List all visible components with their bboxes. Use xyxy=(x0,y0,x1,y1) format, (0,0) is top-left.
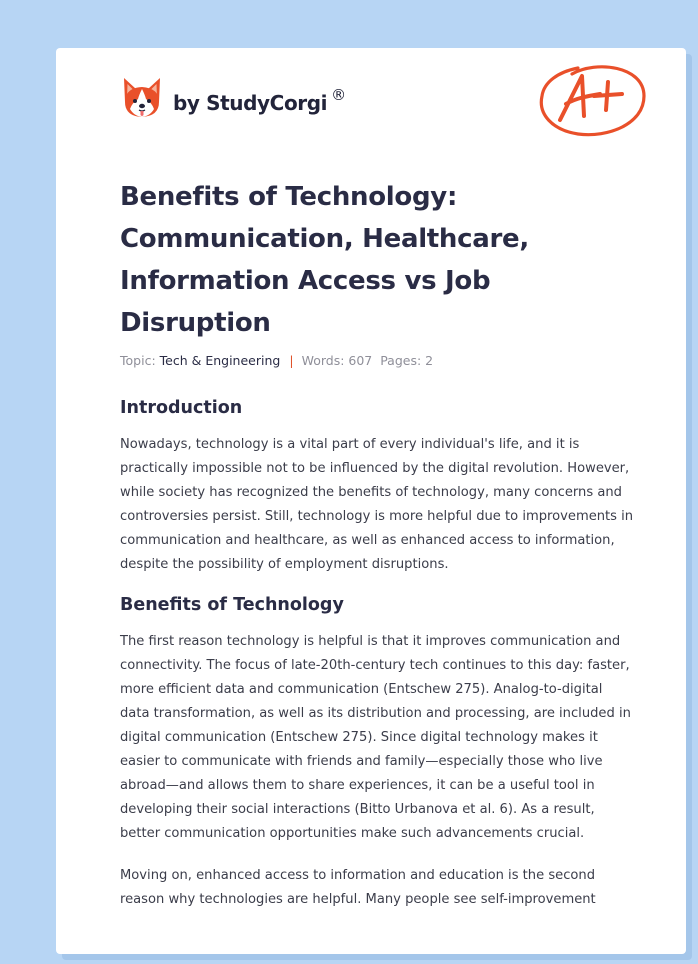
section-heading-benefits: Benefits of Technology xyxy=(120,595,344,615)
paragraph: The first reason technology is helpful is that it improves communication and connectivity. The focus of late-20th-century tech continues to this day: faster, more efficient data and communication (Entschew 275). Analog-to-digital data transformation, as well as its distribution and processing, are included in digital communication (Entschew 275). Since digital technology makes it easier to communicate with friends and family—especially those who live abroad—and allows them to share experiences, it can be a useful tool in developing their social interactions (Bitto Urbanova et al. 6). As a result, better communication opportunities make such advancements crucial. xyxy=(120,634,631,841)
corgi-logo-icon xyxy=(121,75,163,123)
topic-label: Topic: xyxy=(120,353,156,368)
word-count: Words: 607 xyxy=(301,353,373,368)
meta-separator: | xyxy=(289,353,294,368)
a-plus-grade-icon xyxy=(538,58,650,140)
document-meta xyxy=(120,353,433,368)
paragraph: Nowadays, technology is a vital part of every individual's life, and it is practically impossible not to be influenced by the digital revolution. However, while society has recognized the benefits of technology, many concerns and controversies persist. Still, technology is more helpful due to improvements in communication and healthcare, as well as enhanced access to information, despite the possibility of employment disruptions. xyxy=(120,437,634,572)
document-page xyxy=(56,48,686,954)
paragraph: Moving on, enhanced access to information and education is the second reason why technologies are helpful. Many people see self-improvement xyxy=(120,868,596,907)
topic-link[interactable]: Tech & Engineering xyxy=(159,353,281,368)
section-heading-introduction: Introduction xyxy=(120,398,243,418)
page-count: Pages: 2 xyxy=(380,353,434,368)
document-title: Benefits of Technology: Communication, Healthcare, Information Access vs Job Disruption xyxy=(120,182,529,338)
registered-mark: ® xyxy=(331,86,346,104)
brand-logo[interactable] xyxy=(121,75,346,123)
document-body xyxy=(120,396,635,912)
brand-name: by StudyCorgi ® xyxy=(173,86,346,115)
